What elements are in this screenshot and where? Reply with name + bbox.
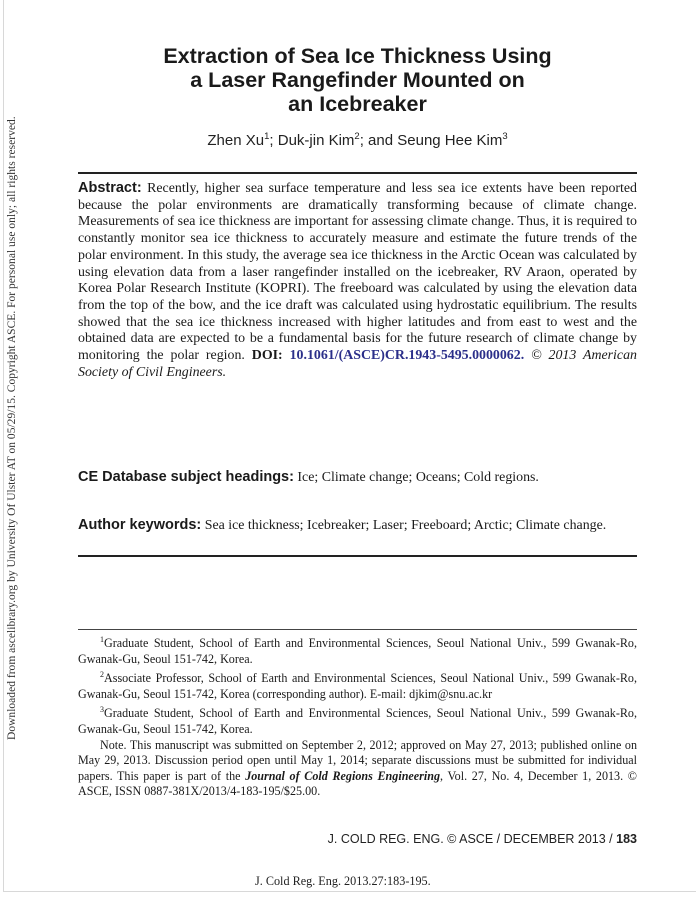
author-keywords (78, 517, 637, 534)
running-head-text: J. COLD REG. ENG. © ASCE / DECEMBER 2013 / (327, 832, 617, 846)
citation-line: J. Cold Reg. Eng. 2013.27:183-195. (255, 874, 431, 888)
footnote-marker: 1 (100, 635, 104, 644)
author-affiliation-marker[interactable]: 3 (502, 131, 508, 142)
footnote-2 (78, 667, 637, 702)
abstract-section (78, 180, 637, 381)
page-bottom-border (3, 891, 696, 892)
doi-label: DOI: (251, 348, 283, 364)
page-number: 183 (616, 832, 637, 846)
author-keywords-label: Author keywords: (78, 517, 202, 533)
journal-name: Journal of Cold Regions Engineering (245, 768, 440, 783)
footnote-marker: 2 (100, 670, 104, 680)
footnote-marker: 3 (100, 705, 104, 715)
page-left-border (3, 0, 4, 891)
author-affiliation-marker[interactable]: 2 (354, 131, 360, 142)
title-line-1: Extraction of Sea Ice Thickness Using (163, 44, 552, 68)
subject-headings-label: CE Database subject headings: (78, 469, 294, 485)
copyright-notice: © 2013 American Society of Civil Engineers. (78, 348, 637, 380)
footnote-1 (78, 632, 637, 667)
title-line-3: an Icebreaker (288, 92, 427, 116)
doi-link[interactable]: 10.1061/(ASCE)CR.1943-5495.0000062. (289, 348, 525, 364)
manuscript-note (78, 738, 637, 800)
title-line-2: a Laser Rangefinder Mounted on (190, 68, 525, 92)
footnote-text: Graduate Student, School of Earth and Environmental Sciences, Seoul National Univ., 599 Gwanak-Ro, Gwanak-Gu, Seoul 151-742, Korea. (78, 706, 637, 737)
subject-headings-text: Ice; Climate change; Oceans; Cold regions. (293, 470, 539, 485)
subject-headings (78, 469, 637, 486)
abstract-bottom-rule (78, 555, 637, 557)
footnote-text: Graduate Student, School of Earth and Environmental Sciences, Seoul National Univ., 599 Gwanak-Ro, Gwanak-Gu, Seoul 151-742, Korea. (78, 636, 637, 666)
download-watermark: Downloaded from ascelibrary.org by University Of Ulster AT on 05/29/15. Copyright ASCE. For personal use only; all rights reserved. (6, 116, 18, 740)
author-name: Duk-jin Kim (277, 132, 355, 149)
author-list (78, 131, 637, 149)
author-name: Seung Hee Kim (397, 132, 503, 149)
author-separator: ; (269, 132, 278, 149)
abstract-text: Recently, higher sea surface temperature and less sea ice extents have been reported because the polar environments are dramatically transforming because of climate change. Measurements of sea ice thickness are important for assessing climate change. Thus, it is required to constantly monitor sea ice thickness to accurately measure and estimate the future trends of the polar environment. In this study, the average sea ice thickness in the Arctic Ocean was calculated by using elevation data from a laser rangefinder installed on the icebreaker, RV Araon, operated by Korea Polar Research Institute (KOPRI). The freeboard was calculated by using the elevation data from the top of the bow, and the ice draft was calculated using hydrostatic equilibrium. The results showed that the sea ice thickness increased with higher latitudes and from east to west and the obtained data are expected to be a fundamental basis for the future research of climate change by monitoring the polar region. (78, 181, 637, 364)
paper-title (78, 44, 637, 116)
abstract-label: Abstract: (78, 180, 142, 196)
author-separator: ; and (359, 132, 398, 149)
footnotes (78, 632, 637, 800)
author-keywords-text: Sea ice thickness; Icebreaker; Laser; Freeboard; Arctic; Climate change. (201, 518, 607, 533)
footnote-text: Associate Professor, School of Earth and Environmental Sciences, Seoul National Univ., 599 Gwanak-Ro, Gwanak-Gu, Seoul 151-742, Korea (corresponding author). E-mail: djkim@snu.ac.kr (78, 671, 637, 701)
note-text: Note. This manuscript was submitted on September 2, 2012; approved on May 27, 2013; published online on May 29, 2013. Discussion period open until May 1, 2014; separate discussions must be submitted for individual papers. This paper is part of the (78, 737, 637, 783)
author-affiliation-marker[interactable]: 1 (264, 131, 270, 142)
running-footer (78, 832, 637, 846)
footnote-3 (78, 702, 637, 737)
note-text-end: , Vol. 27, No. 4, December 1, 2013. © ASCE, ISSN 0887-381X/2013/4-183-195/$25.00. (78, 768, 637, 799)
footnote-rule (78, 629, 637, 630)
abstract-top-rule (78, 172, 637, 174)
author-name: Zhen Xu (207, 132, 265, 149)
